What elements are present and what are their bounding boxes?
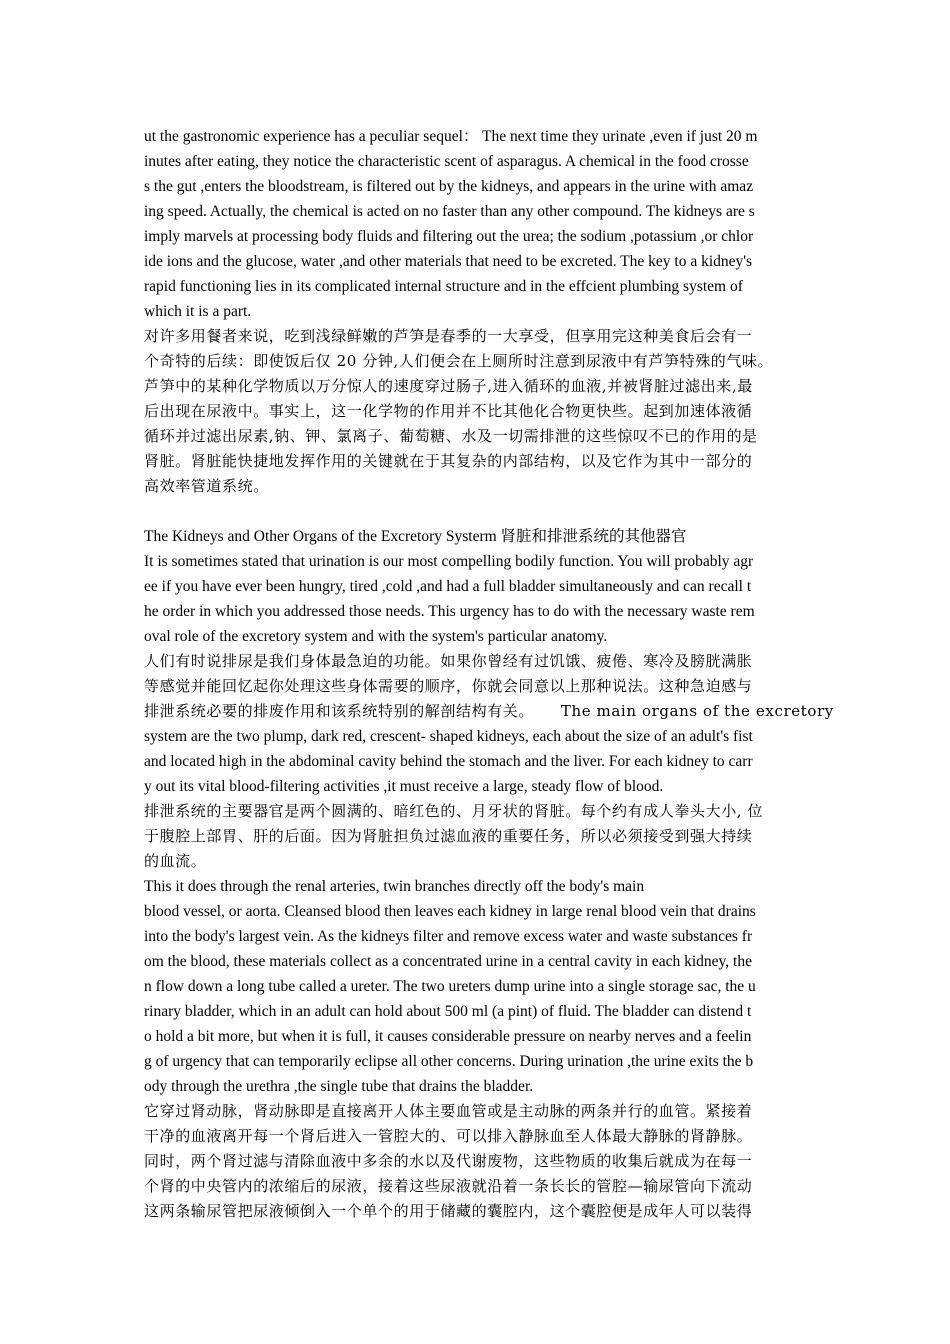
text-line: g of urgency that can temporarily eclipse all other concerns. During urination ,the urine exits the b [144,1053,754,1070]
text-line: y out its vital blood-filtering activities ,it must receive a large, steady flow of blood. [144,778,664,795]
text-line: imply marvels at processing body fluids and filtering out the urea; the sodium ,potassium ,or chlor [144,228,754,245]
text-line: 干净的血液离开每一个肾后进入一管腔大的、可以排入静脉血至人体最大静脉的肾静脉。 [144,1127,753,1145]
text-line: 人们有时说排尿是我们身体最急迫的功能。如果你曾经有过饥饿、疲倦、寒冷及膀胱满胀 [144,652,753,670]
text-line: system are the two plump, dark red, crescent- shaped kidneys, each about the size of an adult's fist [144,728,753,745]
text-line: 等感觉并能回忆起你处理这些身体需要的顺序，你就会同意以上那种说法。这种急迫感与 [144,677,753,695]
text-line: 这两条输尿管把尿液倾倒入一个单个的用于储藏的囊腔内，这个囊腔便是成年人可以装得 [144,1202,753,1220]
text-line: This it does through the renal arteries, twin branches directly off the body's main [144,878,645,895]
text-line: 排泄系统必要的排废作用和该系统特别的解剖结构有关。 The main organs of the excretory [144,702,834,720]
text-line: ody through the urethra ,the single tube that drains the bladder. [144,1078,534,1095]
text-line: 排泄系统的主要器官是两个圆满的、暗红色的、月牙状的肾脏。每个约有成人拳头大小, 位 [144,802,764,820]
document-page [144,124,834,1224]
text-line: oval role of the excretory system and with the system's particular anatomy. [144,628,608,645]
text-line: s the gut ,enters the bloodstream, is filtered out by the kidneys, and appears in the urine with amaz [144,178,754,195]
text-line: It is sometimes stated that urination is our most compelling bodily function. You will probably agr [144,553,754,570]
text-line: 个奇特的后续：即使饭后仅 20 分钟,人们便会在上厕所时注意到尿液中有芦笋特殊的气味。 [144,352,774,370]
text-line: into the body's largest vein. As the kidneys filter and remove excess water and waste substances fr [144,928,753,945]
text-line: inutes after eating, they notice the characteristic scent of asparagus. A chemical in the food crosse [144,153,749,170]
text-line: n flow down a long tube called a ureter. The two ureters dump urine into a single storage sac, the u [144,978,756,995]
text-line: which it is a part. [144,303,252,320]
text-line: he order in which you addressed those needs. This urgency has to do with the necessary waste rem [144,603,755,620]
text-line: 同时，两个肾过滤与清除血液中多余的水以及代谢废物，这些物质的收集后就成为在每一 [144,1152,753,1170]
text-line: 循环并过滤出尿素,钠、钾、氯离子、葡萄糖、水及一切需排泄的这些惊叹不已的作用的是 [144,427,758,445]
text-line: 对许多用餐者来说，吃到浅绿鲜嫩的芦笋是春季的一大享受，但享用完这种美食后会有一 [144,327,753,345]
text-line: 高效率管道系统。 [144,477,269,495]
text-line: 肾脏。肾脏能快捷地发挥作用的关键就在于其复杂的内部结构，以及它作为其中一部分的 [144,452,753,470]
text-line: blood vessel, or aorta. Cleansed blood then leaves each kidney in large renal blood vein that drains [144,903,756,920]
text-line: 芦笋中的某种化学物质以万分惊人的速度穿过肠子,进入循环的血液,并被肾脏过滤出来,最 [144,377,753,395]
text-line: ut the gastronomic experience has a peculiar sequel： The next time they urinate ,even if just 20 m [144,128,758,145]
text-line: The Kidneys and Other Organs of the Excretory Systerm 肾脏和排泄系统的其他器官 [144,528,687,545]
blank-line [144,499,812,524]
text-line: ide ions and the glucose, water ,and other materials that need to be excreted. The key to a kidney's [144,253,753,270]
text-line: om the blood, these materials collect as a concentrated urine in a central cavity in each kidney, the [144,953,752,970]
text-line: rapid functioning lies in its complicated internal structure and in the effcient plumbing system of [144,278,743,295]
text-line: ee if you have ever been hungry, tired ,cold ,and had a full bladder simultaneously and can recall t [144,578,752,595]
text-line: ing speed. Actually, the chemical is acted on no faster than any other compound. The kidneys are s [144,203,755,220]
text-line: 它穿过肾动脉，肾动脉即是直接离开人体主要血管或是主动脉的两条并行的血管。紧接着 [144,1102,753,1120]
text-line: 后出现在尿液中。事实上，这一化学物的作用并不比其他化合物更快些。起到加速体液循 [144,402,753,420]
text-line: 于腹腔上部胃、肝的后面。因为肾脏担负过滤血液的重要任务，所以必须接受到强大持续 [144,827,753,845]
text-line: o hold a bit more, but when it is full, it causes considerable pressure on nearby nerves and a feelin [144,1028,752,1045]
text-line: rinary bladder, which in an adult can hold about 500 ml (a pint) of fluid. The bladder can distend t [144,1003,752,1020]
text-line: 个肾的中央管内的浓缩后的尿液，接着这些尿液就沿着一条长长的管腔—输尿管向下流动 [144,1177,753,1195]
text-line: and located high in the abdominal cavity behind the stomach and the liver. For each kidney to carr [144,753,753,770]
text-line: 的血流。 [144,852,207,870]
